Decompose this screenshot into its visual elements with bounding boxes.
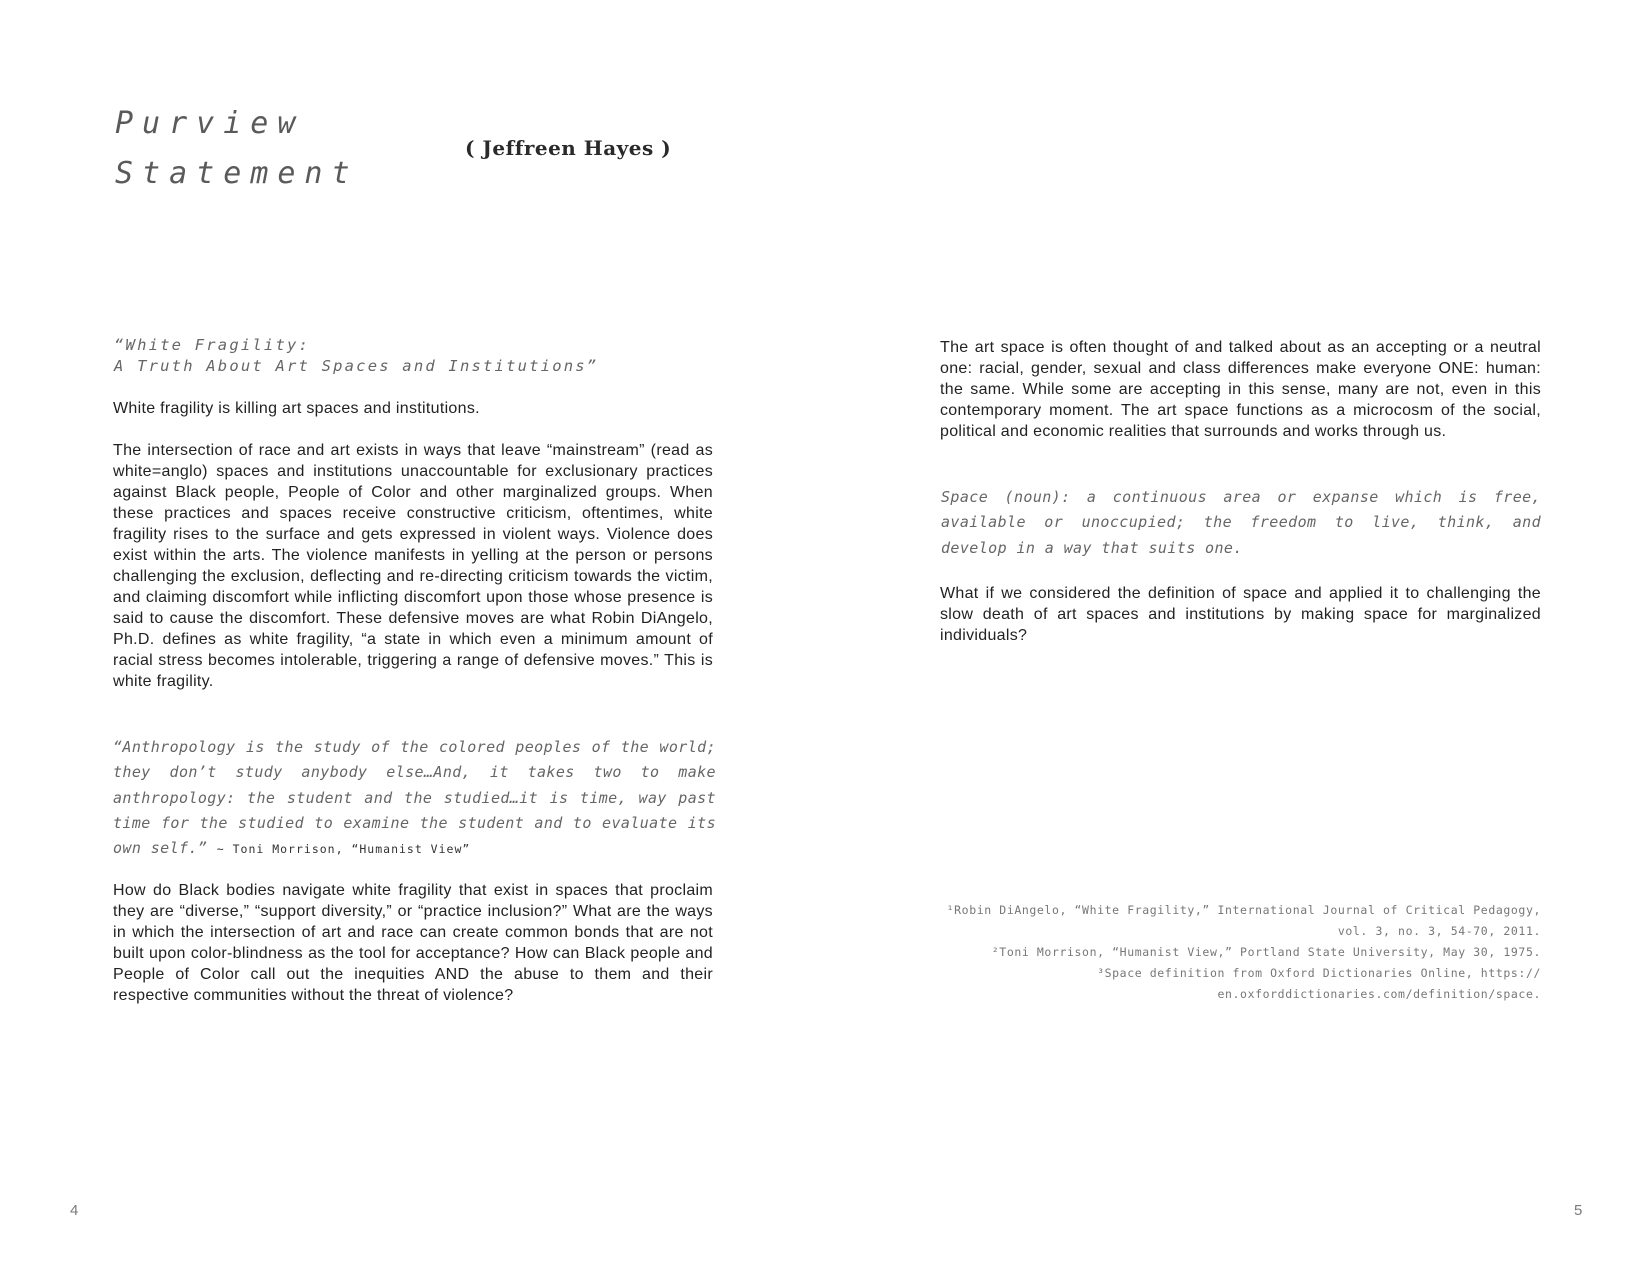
body-paragraph-1: The intersection of race and art exists in ways that leave “mainstream” (read as white=anglo) spaces and institutions unaccountable for exclusionary practices against Black people, People of Color and other marginalized groups. When these practices and spaces receive constructive criticism, oftentimes, white fragility rises to the surface and gets expressed in violent ways. Violence does exist within the arts. The violence manifests in yelling at the person or persons challenging the exclusion, deflecting and re-directing criticism towards the victim, and claiming discomfort while inflicting discomfort upon those whose presence is said to cause the discomfort. These defensive moves are what Robin DiAngelo, Ph.D. defines as white fragility, “a state in which even a minimum amount of racial stress becomes intolerable, triggering a range of defensive moves.” This is white fragility. (113, 442, 713, 690)
page-number-right: 5 (1574, 1202, 1583, 1219)
essay-title (114, 335, 714, 377)
right-paragraph-2: What if we considered the definition of space and applied it to challenging the slow death of art spaces and institutions by making space for marginalized individuals? (940, 585, 1541, 644)
morrison-quote (113, 735, 716, 862)
quote-text: “Anthropology is the study of the colored peoples of the world; they don’t study anybody else…And, it takes two to make anthropology: the student and the studied…it is time, way past time for the studied to examine the student and to evaluate its own self.” (113, 738, 716, 858)
essay-title-line-1: “White Fragility: (114, 336, 311, 354)
footnote-1a: ¹Robin DiAngelo, “White Fragility,” International Journal of Critical Pedagogy, (946, 903, 1541, 917)
footnote-3a: ³Space definition from Oxford Dictionaries Online, https:// (1097, 966, 1541, 980)
page-title-line-2: Statement (115, 156, 359, 191)
footnotes (900, 900, 1541, 1005)
right-paragraph-1: The art space is often thought of and talked about as an accepting or a neutral one: racial, gender, sexual and class differences make everyone ONE: human: the same. While some are accepting in this sense, many are not, even in this contemporary moment. The art space functions as a microcosm of the social, political and economic realities that surrounds and works through us. (940, 339, 1541, 440)
essay-title-line-2: A Truth About Art Spaces and Institutions” (114, 357, 599, 375)
page-number-left: 4 (70, 1202, 79, 1219)
footnote-1b: vol. 3, no. 3, 54-70, 2011. (1337, 924, 1541, 938)
intro-paragraph: White fragility is killing art spaces and institutions. (113, 400, 480, 417)
footnote-2: ²Toni Morrison, “Humanist View,” Portland State University, May 30, 1975. (991, 945, 1541, 959)
quote-attribution: ~ Toni Morrison, “Humanist View” (216, 842, 471, 857)
page-title-line-1: Purview (115, 106, 305, 141)
footnote-3b: en.oxforddictionaries.com/definition/space. (1217, 987, 1541, 1001)
space-definition: Space (noun): a continuous area or expanse which is free, available or unoccupied; the freedom to live, think, and develop in a way that suits one. (941, 488, 1541, 557)
author-name: ( Jeffreen Hayes ) (465, 136, 672, 160)
body-paragraph-2: How do Black bodies navigate white fragility that exist in spaces that proclaim they are “diverse,” “support diversity,” or “practice inclusion?” What are the ways in which the intersection of art and race can create common bonds that are not built upon color-blindness as the tool for acceptance? How can Black people and People of Color call out the inequities AND the abuse to them and their respective communities without the threat of violence? (113, 882, 713, 1004)
